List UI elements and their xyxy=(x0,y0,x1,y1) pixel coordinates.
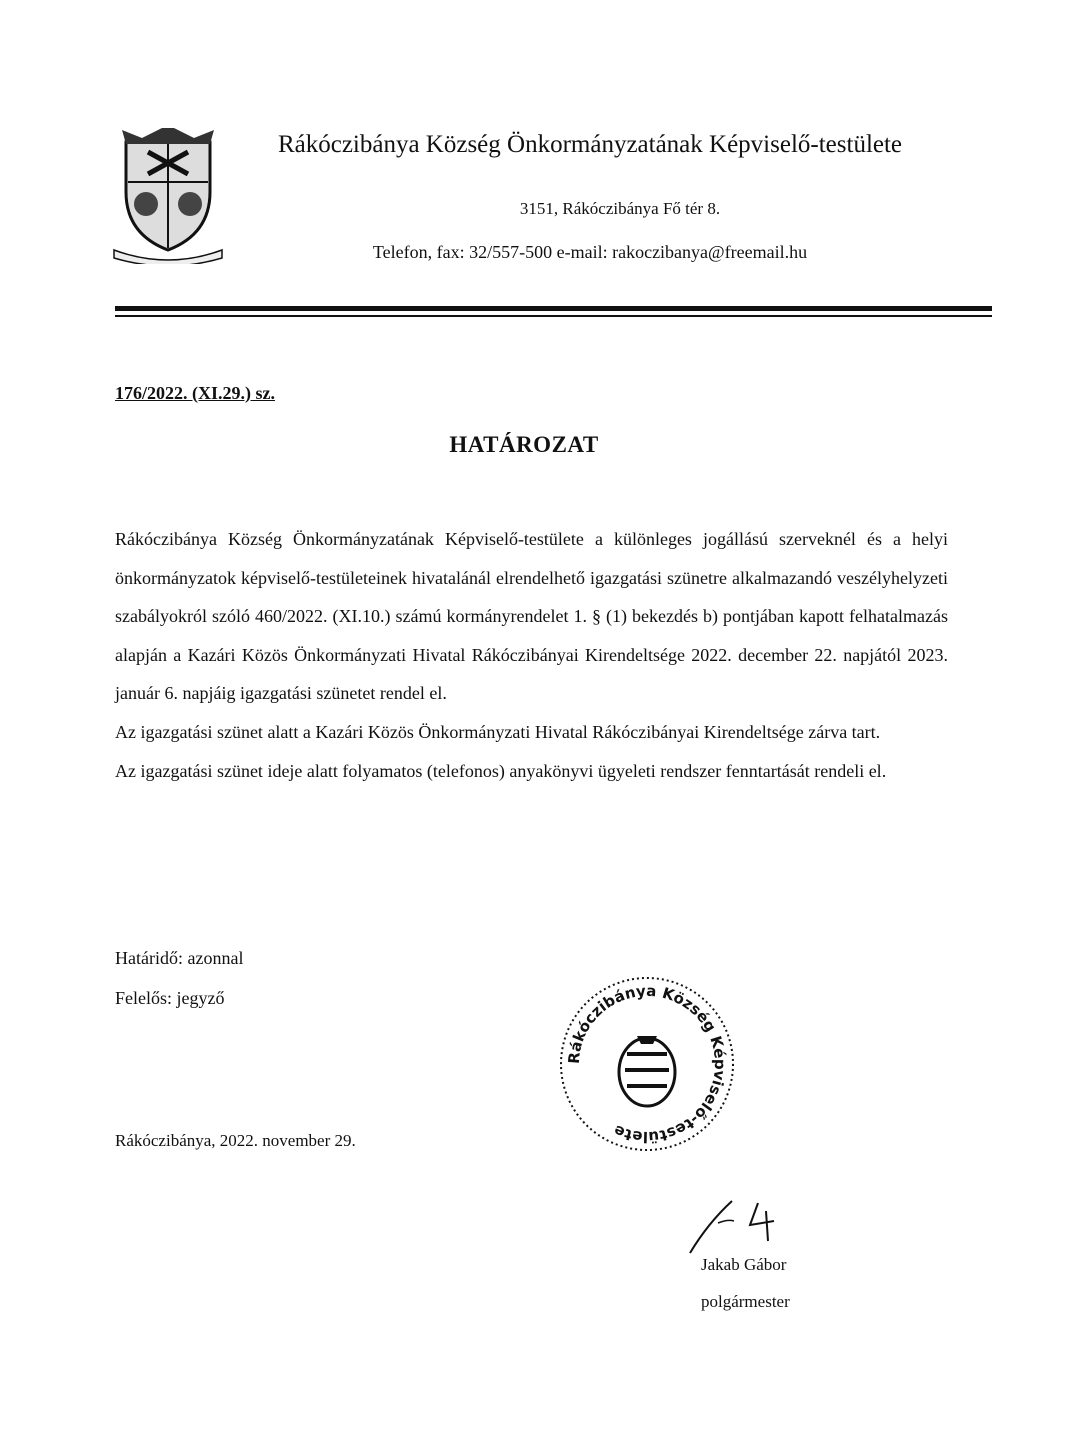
place-and-date: Rákóczibánya, 2022. november 29. xyxy=(115,1131,356,1150)
responsible-person: Felelős: jegyző xyxy=(115,988,225,1008)
header-contact: Telefon, fax: 32/557-500 e-mail: rakoczibanya@freemail.hu xyxy=(372,242,808,262)
signature-icon xyxy=(688,1193,788,1255)
body-paragraph-3: Az igazgatási szünet ideje alatt folyamatos (telefonos) anyakönyvi ügyeleti rendszer fenntartását rendeli el. xyxy=(115,760,887,781)
header-divider-thick xyxy=(115,306,992,311)
header-address: 3151, Rákóczibánya Fő tér 8. xyxy=(519,199,721,218)
stamp-text: Rákóczibánya Község Képviselő-testülete xyxy=(564,981,730,1147)
signer-title: polgármester xyxy=(701,1292,790,1311)
official-stamp-icon xyxy=(557,974,737,1154)
body-paragraph-2: Az igazgatási szünet alatt a Kazári Közös Önkormányzati Hivatal Rákóczibányai Kirendeltsége zárva tart. xyxy=(115,721,881,742)
header-divider-thin xyxy=(115,315,992,317)
resolution-number: 176/2022. (XI.29.) sz. xyxy=(115,383,275,403)
coat-of-arms-icon xyxy=(112,122,224,264)
svg-text:Rákóczibánya Község Képviselő- xyxy=(565,982,729,1146)
deadline: Határidő: azonnal xyxy=(115,948,244,968)
body-paragraph-1: Rákóczibánya Község Önkormányzatának Képviselő-testülete a különleges jogállású szerveknél és a helyi önkormányzatok képviselő-testületeinek hivatalánál elrendelhető igazgatási szünetre alkalmazandó veszélyhelyzeti szabályokról szóló 460/2022. (XI.10.) számú kormányrendelet 1. § (1) bekezdés b) pontjában kapott felhatalmazás alapján a Kazári Közös Önkormányzati Hivatal Rákóczibányai Kirendeltsége 2022. december 22. napjától 2023. január 6. napjáig igazgatási szünetet rendel el. xyxy=(115,529,948,704)
header-title: Rákóczibánya Község Önkormányzatának Képviselő-testülete xyxy=(277,131,903,158)
resolution-body xyxy=(115,520,948,790)
document-title: HATÁROZAT xyxy=(449,432,599,457)
signer-name: Jakab Gábor xyxy=(701,1255,787,1274)
